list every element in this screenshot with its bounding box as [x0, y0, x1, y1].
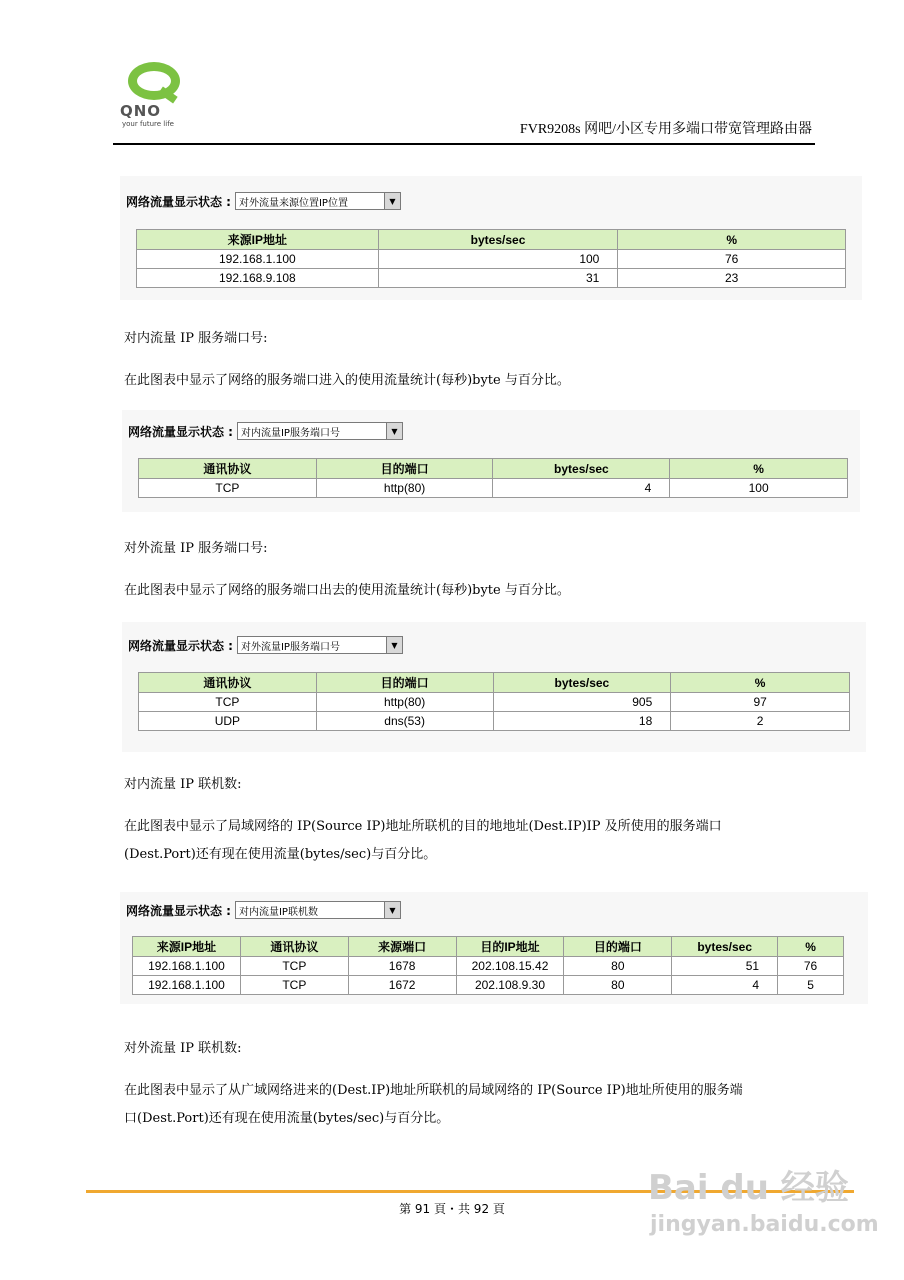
cell-bytes: 18	[493, 712, 671, 731]
watermark-brand: Bai du 经验	[648, 1168, 849, 1208]
column-header: 通讯协议	[240, 937, 348, 957]
qno-logo	[118, 62, 196, 132]
cell-protocol: UDP	[139, 712, 317, 731]
select-value: 对外流量来源位置IP位置	[238, 197, 348, 209]
column-header: 目的端口	[316, 459, 493, 479]
cell-percent: 100	[670, 479, 848, 498]
section-description: 在此图表中显示了网络的服务端口出去的使用流量统计(每秒)byte 与百分比。	[124, 583, 570, 598]
column-header: 目的端口	[564, 937, 672, 957]
cell-source-port: 1672	[348, 976, 456, 995]
cell-dest-port: http(80)	[316, 479, 493, 498]
chevron-down-icon[interactable]: ▼	[384, 193, 400, 209]
select-label: 网络流量显示状态 :	[126, 194, 231, 209]
section-heading: 对外流量 IP 服务端口号:	[124, 541, 268, 556]
chevron-down-icon[interactable]: ▼	[384, 902, 400, 918]
panel-inbound-service-port	[122, 410, 860, 512]
column-header: 目的IP地址	[456, 937, 564, 957]
header-divider	[113, 143, 815, 145]
cell-percent: 23	[618, 269, 846, 288]
chevron-down-icon[interactable]: ▼	[386, 637, 402, 653]
table-row	[133, 957, 844, 976]
cell-dest-ip: 202.108.15.42	[456, 957, 564, 976]
cell-percent: 97	[671, 693, 850, 712]
cell-bytes: 905	[493, 693, 671, 712]
column-header: %	[778, 937, 844, 957]
cell-protocol: TCP	[240, 957, 348, 976]
column-header: 来源端口	[348, 937, 456, 957]
column-header: %	[671, 673, 850, 693]
column-header: bytes/sec	[672, 937, 778, 957]
select-label: 网络流量显示状态 :	[126, 903, 231, 918]
table-row	[137, 269, 846, 288]
table-header-row	[137, 230, 846, 250]
view-mode-select[interactable]	[235, 901, 401, 919]
table-row	[139, 693, 850, 712]
cell-protocol: TCP	[139, 479, 317, 498]
cell-dest-port: 80	[564, 976, 672, 995]
panel-outbound-source-ip	[120, 176, 862, 300]
select-value: 对内流量IP服务端口号	[240, 427, 340, 439]
cell-source-port: 1678	[348, 957, 456, 976]
cell-percent: 76	[778, 957, 844, 976]
logo-q-mark	[128, 62, 180, 100]
cell-source-ip: 192.168.9.108	[137, 269, 379, 288]
section-description: 在此图表中显示了网络的服务端口进入的使用流量统计(每秒)byte 与百分比。	[124, 373, 570, 388]
column-header: bytes/sec	[493, 673, 671, 693]
column-header: 来源IP地址	[133, 937, 241, 957]
logo-word: QNO	[120, 102, 162, 120]
column-header: 目的端口	[316, 673, 493, 693]
cell-dest-port: http(80)	[316, 693, 493, 712]
traffic-table	[136, 229, 846, 288]
traffic-table	[138, 458, 848, 498]
column-header: bytes/sec	[493, 459, 670, 479]
cell-source-ip: 192.168.1.100	[133, 976, 241, 995]
section-description-line2: 口(Dest.Port)还有现在使用流量(bytes/sec)与百分比。	[124, 1111, 450, 1126]
panel-inbound-connections	[120, 892, 868, 1004]
cell-protocol: TCP	[139, 693, 317, 712]
cell-percent: 2	[671, 712, 850, 731]
column-header: %	[670, 459, 848, 479]
cell-percent: 76	[618, 250, 846, 269]
cell-bytes: 31	[378, 269, 618, 288]
table-header-row	[133, 937, 844, 957]
view-mode-select[interactable]	[237, 636, 403, 654]
column-header: bytes/sec	[378, 230, 618, 250]
section-heading: 对内流量 IP 服务端口号:	[124, 331, 268, 346]
connections-table	[132, 936, 844, 995]
cell-percent: 5	[778, 976, 844, 995]
watermark-url: jingyan.baidu.com	[650, 1212, 879, 1237]
table-row	[139, 479, 848, 498]
logo-tagline: your future life	[122, 120, 174, 128]
table-row	[137, 250, 846, 269]
document-title: FVR9208s 网吧/小区专用多端口带宽管理路由器	[519, 122, 812, 137]
section-description-line1: 在此图表中显示了局域网络的 IP(Source IP)地址所联机的目的地地址(Dest.IP)IP 及所使用的服务端口	[124, 819, 722, 834]
column-header: 来源IP地址	[137, 230, 379, 250]
page-number: 第 91 頁・共 92 頁	[399, 1202, 505, 1216]
cell-bytes: 51	[672, 957, 778, 976]
cell-dest-port: 80	[564, 957, 672, 976]
column-header: 通讯协议	[139, 459, 317, 479]
section-description-line1: 在此图表中显示了从广域网络进来的(Dest.IP)地址所联机的局域网络的 IP(Source IP)地址所使用的服务端	[124, 1083, 743, 1098]
chevron-down-icon[interactable]: ▼	[386, 423, 402, 439]
section-description-line2: (Dest.Port)还有现在使用流量(bytes/sec)与百分比。	[124, 847, 437, 862]
column-header: %	[618, 230, 846, 250]
cell-bytes: 4	[493, 479, 670, 498]
section-heading: 对内流量 IP 联机数:	[124, 777, 242, 792]
table-header-row	[139, 673, 850, 693]
view-mode-select[interactable]	[237, 422, 403, 440]
cell-dest-port: dns(53)	[316, 712, 493, 731]
cell-bytes: 4	[672, 976, 778, 995]
traffic-table	[138, 672, 850, 731]
cell-source-ip: 192.168.1.100	[137, 250, 379, 269]
column-header: 通讯协议	[139, 673, 317, 693]
select-label: 网络流量显示状态 :	[128, 638, 233, 653]
table-header-row	[139, 459, 848, 479]
panel-outbound-service-port	[122, 622, 866, 752]
cell-source-ip: 192.168.1.100	[133, 957, 241, 976]
cell-protocol: TCP	[240, 976, 348, 995]
cell-dest-ip: 202.108.9.30	[456, 976, 564, 995]
select-label: 网络流量显示状态 :	[128, 424, 233, 439]
select-value: 对外流量IP服务端口号	[240, 641, 340, 653]
table-row	[139, 712, 850, 731]
table-row	[133, 976, 844, 995]
cell-bytes: 100	[378, 250, 618, 269]
select-value: 对内流量IP联机数	[238, 906, 318, 918]
view-mode-select[interactable]	[235, 192, 401, 210]
section-heading: 对外流量 IP 联机数:	[124, 1041, 242, 1056]
